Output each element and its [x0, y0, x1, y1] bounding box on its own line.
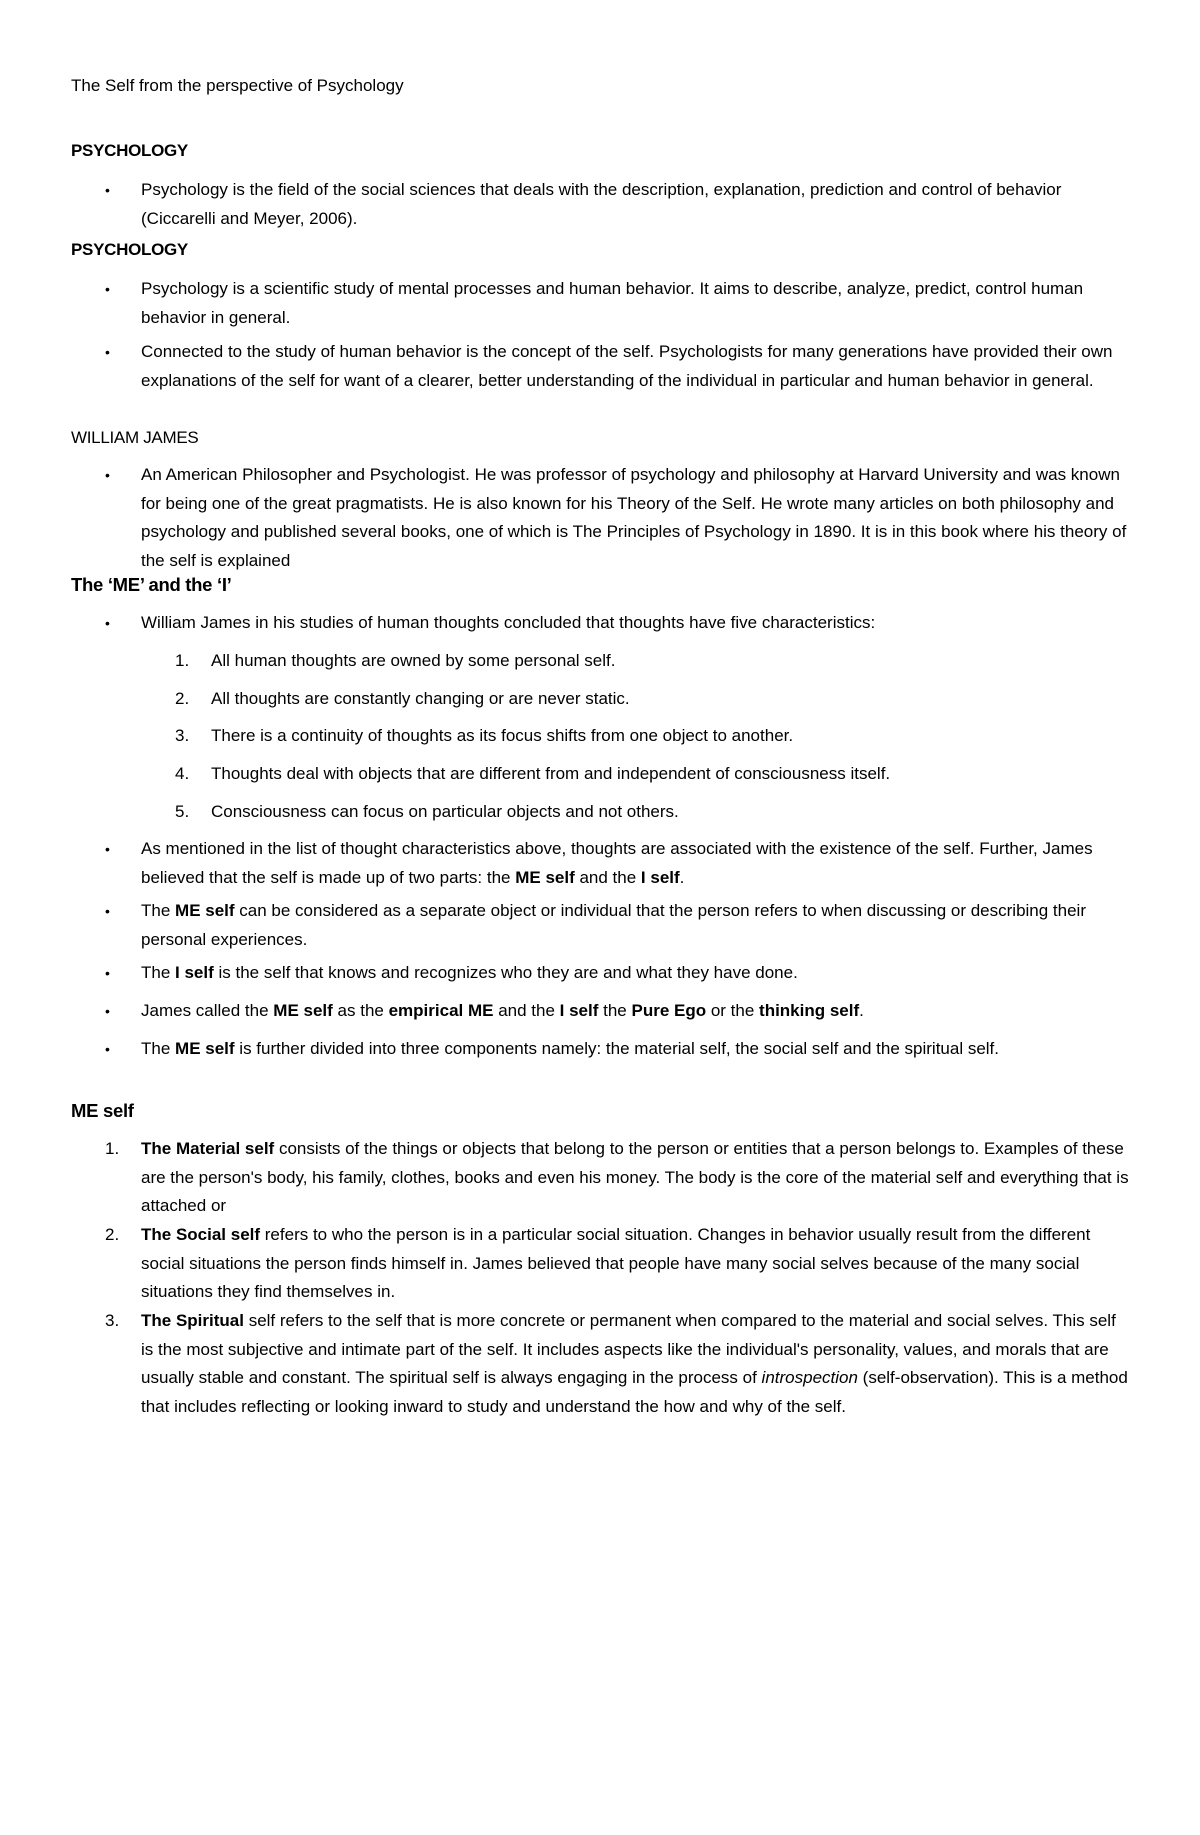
text-run: as the — [332, 1001, 389, 1020]
bullet-concept-of-self: • Connected to the study of human behavior is the concept of the self. Psychologists for many generations have provided their own explanations of the self for want of a clearer, better understanding of the individual in particular and human behavior in general. — [141, 338, 1131, 395]
text-run: is further divided into three components namely: the material self, the social self and the spiritual self. — [234, 1039, 1000, 1058]
text-run: As mentioned in the list of thought characteristics above, thoughts are associated with the existence of the self. Further, James believed that the self is made up of two parts: the — [141, 839, 1093, 887]
bold-term-thinking-self: thinking self — [759, 1001, 860, 1020]
bullet-james-terms — [141, 997, 1131, 1026]
text-run: the — [598, 1001, 632, 1020]
section-heading-william-james: WILLIAM JAMES — [71, 428, 199, 447]
list-number: 3. — [175, 726, 190, 745]
bold-term-empirical-me: empirical ME — [388, 1001, 494, 1020]
characteristic-item — [175, 760, 1111, 789]
characteristic-item — [175, 798, 1111, 827]
text-run: self refers to the self that is more concrete or permanent when compared to the material and social selves. This self is the most subjective and intimate part of the self. It includes aspects like the individual's personality, values, and morals that are usually stable and constant. The spiritual self is always engaging in the process of — [141, 1311, 1116, 1387]
bullet-psychology-scientific-study: • Psychology is a scientific study of mental processes and human behavior. It aims to describe, analyze, predict, control human behavior in general. — [141, 275, 1131, 332]
text-run: consists of the things or objects that belong to the person or entities that a person belongs to. Examples of these are the person's body, his family, clothes, books and even his money. The body is the core of the material self and everything that is attached or — [141, 1139, 1129, 1215]
section-heading-psychology-1: PSYCHOLOGY — [71, 141, 188, 160]
characteristic-text: Thoughts deal with objects that are different from and independent of consciousness itself. — [211, 764, 891, 783]
text-run: and the — [574, 867, 641, 887]
text-run: James called the — [141, 1001, 274, 1020]
characteristic-item — [175, 722, 1111, 751]
text-run: can be considered as a separate object or individual that the person refers to when discussing or describing their personal experiences. — [141, 901, 1086, 949]
list-number: 2. — [175, 689, 190, 708]
section-heading-psychology-2: PSYCHOLOGY — [71, 240, 188, 259]
bold-term-i-self: I self — [559, 1001, 599, 1020]
characteristic-text: All human thoughts are owned by some personal self. — [211, 651, 616, 670]
list-number: 1. — [105, 1139, 120, 1158]
list-number: 1. — [175, 651, 190, 670]
bold-term-me-self: ME self — [175, 1039, 235, 1058]
characteristic-item — [175, 647, 1111, 676]
list-number: 2. — [105, 1225, 120, 1244]
document-title: The Self from the perspective of Psychology — [71, 76, 404, 95]
bold-term-i-self: I self — [175, 963, 214, 982]
italic-term-introspection: introspection — [761, 1368, 858, 1387]
text-run: . — [679, 867, 685, 887]
bold-term-i-self: I self — [640, 867, 680, 887]
text-run: is the self that knows and recognizes who they are and what they have done. — [213, 963, 798, 982]
list-number: 4. — [175, 764, 190, 783]
characteristic-item — [175, 685, 1111, 714]
me-self-item-spiritual — [105, 1307, 1131, 1421]
text-run: (self-observation). This is a method that includes reflecting or looking inward to study and understand the how and why of the self. — [141, 1368, 1128, 1416]
text-run: refers to who the person is in a particular social situation. Changes in behavior usually result from the different social situations the person finds himself in. James believed that people have many social selves because of the many social situations they find themselves in. — [141, 1225, 1091, 1301]
bold-term-spiritual: The Spiritual — [141, 1311, 244, 1330]
list-number: 3. — [105, 1311, 120, 1330]
bullet-me-self-components — [141, 1035, 1131, 1064]
bold-term-material-self: The Material self — [141, 1139, 275, 1158]
bullet-i-self-description — [141, 959, 1131, 988]
me-self-item-social — [105, 1221, 1131, 1307]
list-number: 5. — [175, 802, 190, 821]
text-run: or the — [706, 1001, 760, 1020]
bullet-william-james-bio: • An American Philosopher and Psychologist. He was professor of psychology and philosophy at Harvard University and was known for being one of the great pragmatists. He is also known for his Theory of the Self. He wrote many articles on both philosophy and psychology and published several books, one of which is The Principles of Psychology in 1890. It is in this book where his theory of the self is explained — [141, 461, 1131, 575]
characteristic-text: Consciousness can focus on particular objects and not others. — [211, 802, 679, 821]
text-run: The — [141, 963, 176, 982]
bold-term-social-self: The Social self — [141, 1225, 261, 1244]
bullet-me-self-description — [141, 897, 1131, 954]
me-self-item-material — [105, 1135, 1131, 1221]
text-run: and the — [493, 1001, 560, 1020]
bullet-two-parts-of-self — [141, 835, 1131, 892]
bold-term-me-self: ME self — [175, 901, 235, 920]
text-run: The — [141, 1039, 176, 1058]
bold-term-pure-ego: Pure Ego — [631, 1001, 707, 1020]
section-heading-me-self: ME self — [71, 1100, 134, 1121]
bullet-five-characteristics-intro: • William James in his studies of human thoughts concluded that thoughts have five characteristics: — [141, 609, 1131, 638]
text-run: The — [141, 901, 176, 920]
text-run: . — [859, 1001, 864, 1020]
bullet-psychology-definition: • Psychology is the field of the social sciences that deals with the description, explanation, prediction and control of behavior (Ciccarelli and Meyer, 2006). — [141, 176, 1131, 233]
section-heading-me-and-i: The ‘ME’ and the ‘I’ — [71, 574, 232, 595]
bold-term-me-self: ME self — [273, 1001, 333, 1020]
bold-term-me-self: ME self — [515, 867, 575, 887]
characteristic-text: All thoughts are constantly changing or are never static. — [211, 689, 630, 708]
characteristic-text: There is a continuity of thoughts as its focus shifts from one object to another. — [211, 726, 794, 745]
